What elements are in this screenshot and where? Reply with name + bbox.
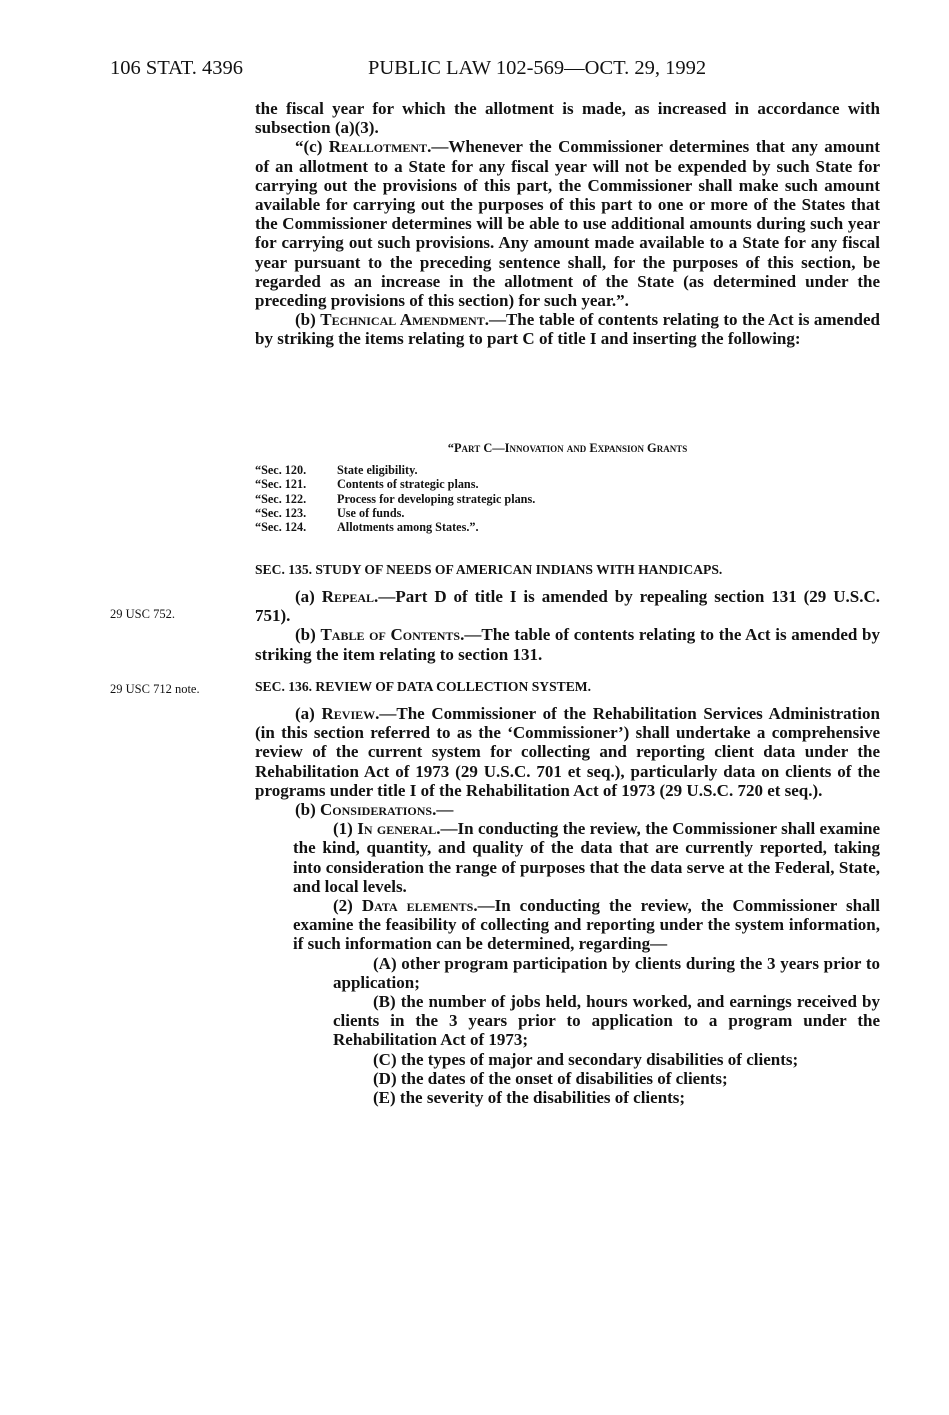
list-item: (C) the types of major and secondary disabilities of clients; — [373, 1049, 799, 1069]
margin-note-sec136: 29 USC 712 note. — [110, 682, 200, 696]
sec135-a: (a) Repeal.—Part D of title I is amended by repealing section 131 (29 U.S.C. 751). — [255, 587, 880, 626]
toc-item: “Sec. 120. State eligibility. — [255, 463, 418, 478]
sec136-b1: (1) In general.—In conducting the review, the Commissioner shall examine the kind, quantity, and quality of the data that are currently reported, taking into consideration the range of purposes that the data serve at the Federal, State, and local levels. — [293, 819, 880, 896]
paragraph-continuation: the fiscal year for which the allotment is made, as increased in accordance with subsection (a)(3). — [255, 99, 880, 138]
section-136 — [255, 678, 880, 1107]
toc-item: “Sec. 124. Allotments among States.”. — [255, 520, 479, 535]
section-135 — [255, 561, 880, 664]
sec136-b2: (2) Data elements.—In conducting the review, the Commissioner shall examine the feasibility of collecting and reporting under the system information, if such information can be determined, regarding— — [293, 896, 880, 954]
heading-reallotment: Reallotment. — [328, 137, 432, 157]
margin-note-sec135: 29 USC 752. — [110, 607, 175, 621]
section-135-title: SEC. 135. STUDY OF NEEDS OF AMERICAN INDIANS WITH HANDICAPS. — [255, 562, 723, 577]
toc-part-heading: “Part C—Innovation and Expansion Grants — [447, 441, 688, 455]
text-block-top — [255, 99, 880, 349]
toc-item: “Sec. 121. Contents of strategic plans. — [255, 477, 479, 492]
heading-technical-amendment: Technical Amendment. — [320, 310, 489, 330]
sec136-a: (a) Review.—The Commissioner of the Rehabilitation Services Administration (in this section referred to as the ‘Commissioner’) shall undertake a comprehensive review of the current system for collecting and reporting client data under the Rehabilitation Act of 1973 (29 U.S.C. 701 et seq.), particularly data on clients of the programs under title I of the Rehabilitation Act of 1973 (29 U.S.C. 720 et seq.). — [255, 704, 880, 800]
toc-item: “Sec. 123. Use of funds. — [255, 505, 405, 520]
sec135-b: (b) Table of Contents.—The table of contents relating to the Act is amended by striking the item relating to section 131. — [255, 625, 880, 664]
toc-item: “Sec. 122. Process for developing strategic plans. — [255, 491, 536, 506]
list-item: (E) the severity of the disabilities of clients; — [373, 1088, 686, 1108]
paragraph-reallotment: “(c) Reallotment.—Whenever the Commissioner determines that any amount of an allotment to a State for any fiscal year will not be expended by such State for carrying out the provisions of this part, the Commissioner shall make such amount available for carrying out the purposes of this part to one or more of the States that the Commissioner determines will be able to use additional amounts during such year for carrying out such provisions. Any amount made available to a State for any fiscal year pursuant to the preceding sentence shall, for the purposes of this section, be regarded as an increase in the allotment of the State (as determined under the preceding provisions of this section) for such year.”. — [255, 137, 880, 311]
page-header — [110, 57, 880, 81]
list-item: (A) other program participation by clients during the 3 years prior to application; — [333, 953, 880, 992]
running-head: PUBLIC LAW 102-569—OCT. 29, 1992 — [368, 57, 707, 79]
section-136-title: SEC. 136. REVIEW OF DATA COLLECTION SYSTEM. — [255, 679, 592, 694]
list-item: (D) the dates of the onset of disabilities of clients; — [373, 1068, 728, 1088]
paragraph-technical-amendment: (b) Technical Amendment.—The table of contents relating to the Act is amended by striking the items relating to part C of title I and inserting the following: — [255, 310, 880, 349]
sec136-b: (b) Considerations.— — [295, 800, 454, 820]
toc-insert — [255, 441, 880, 534]
stat-page-number: 106 STAT. 4396 — [110, 57, 243, 79]
list-item: (B) the number of jobs held, hours worked, and earnings received by clients in the 3 years prior to application to a program under the Rehabilitation Act of 1973; — [333, 992, 880, 1050]
